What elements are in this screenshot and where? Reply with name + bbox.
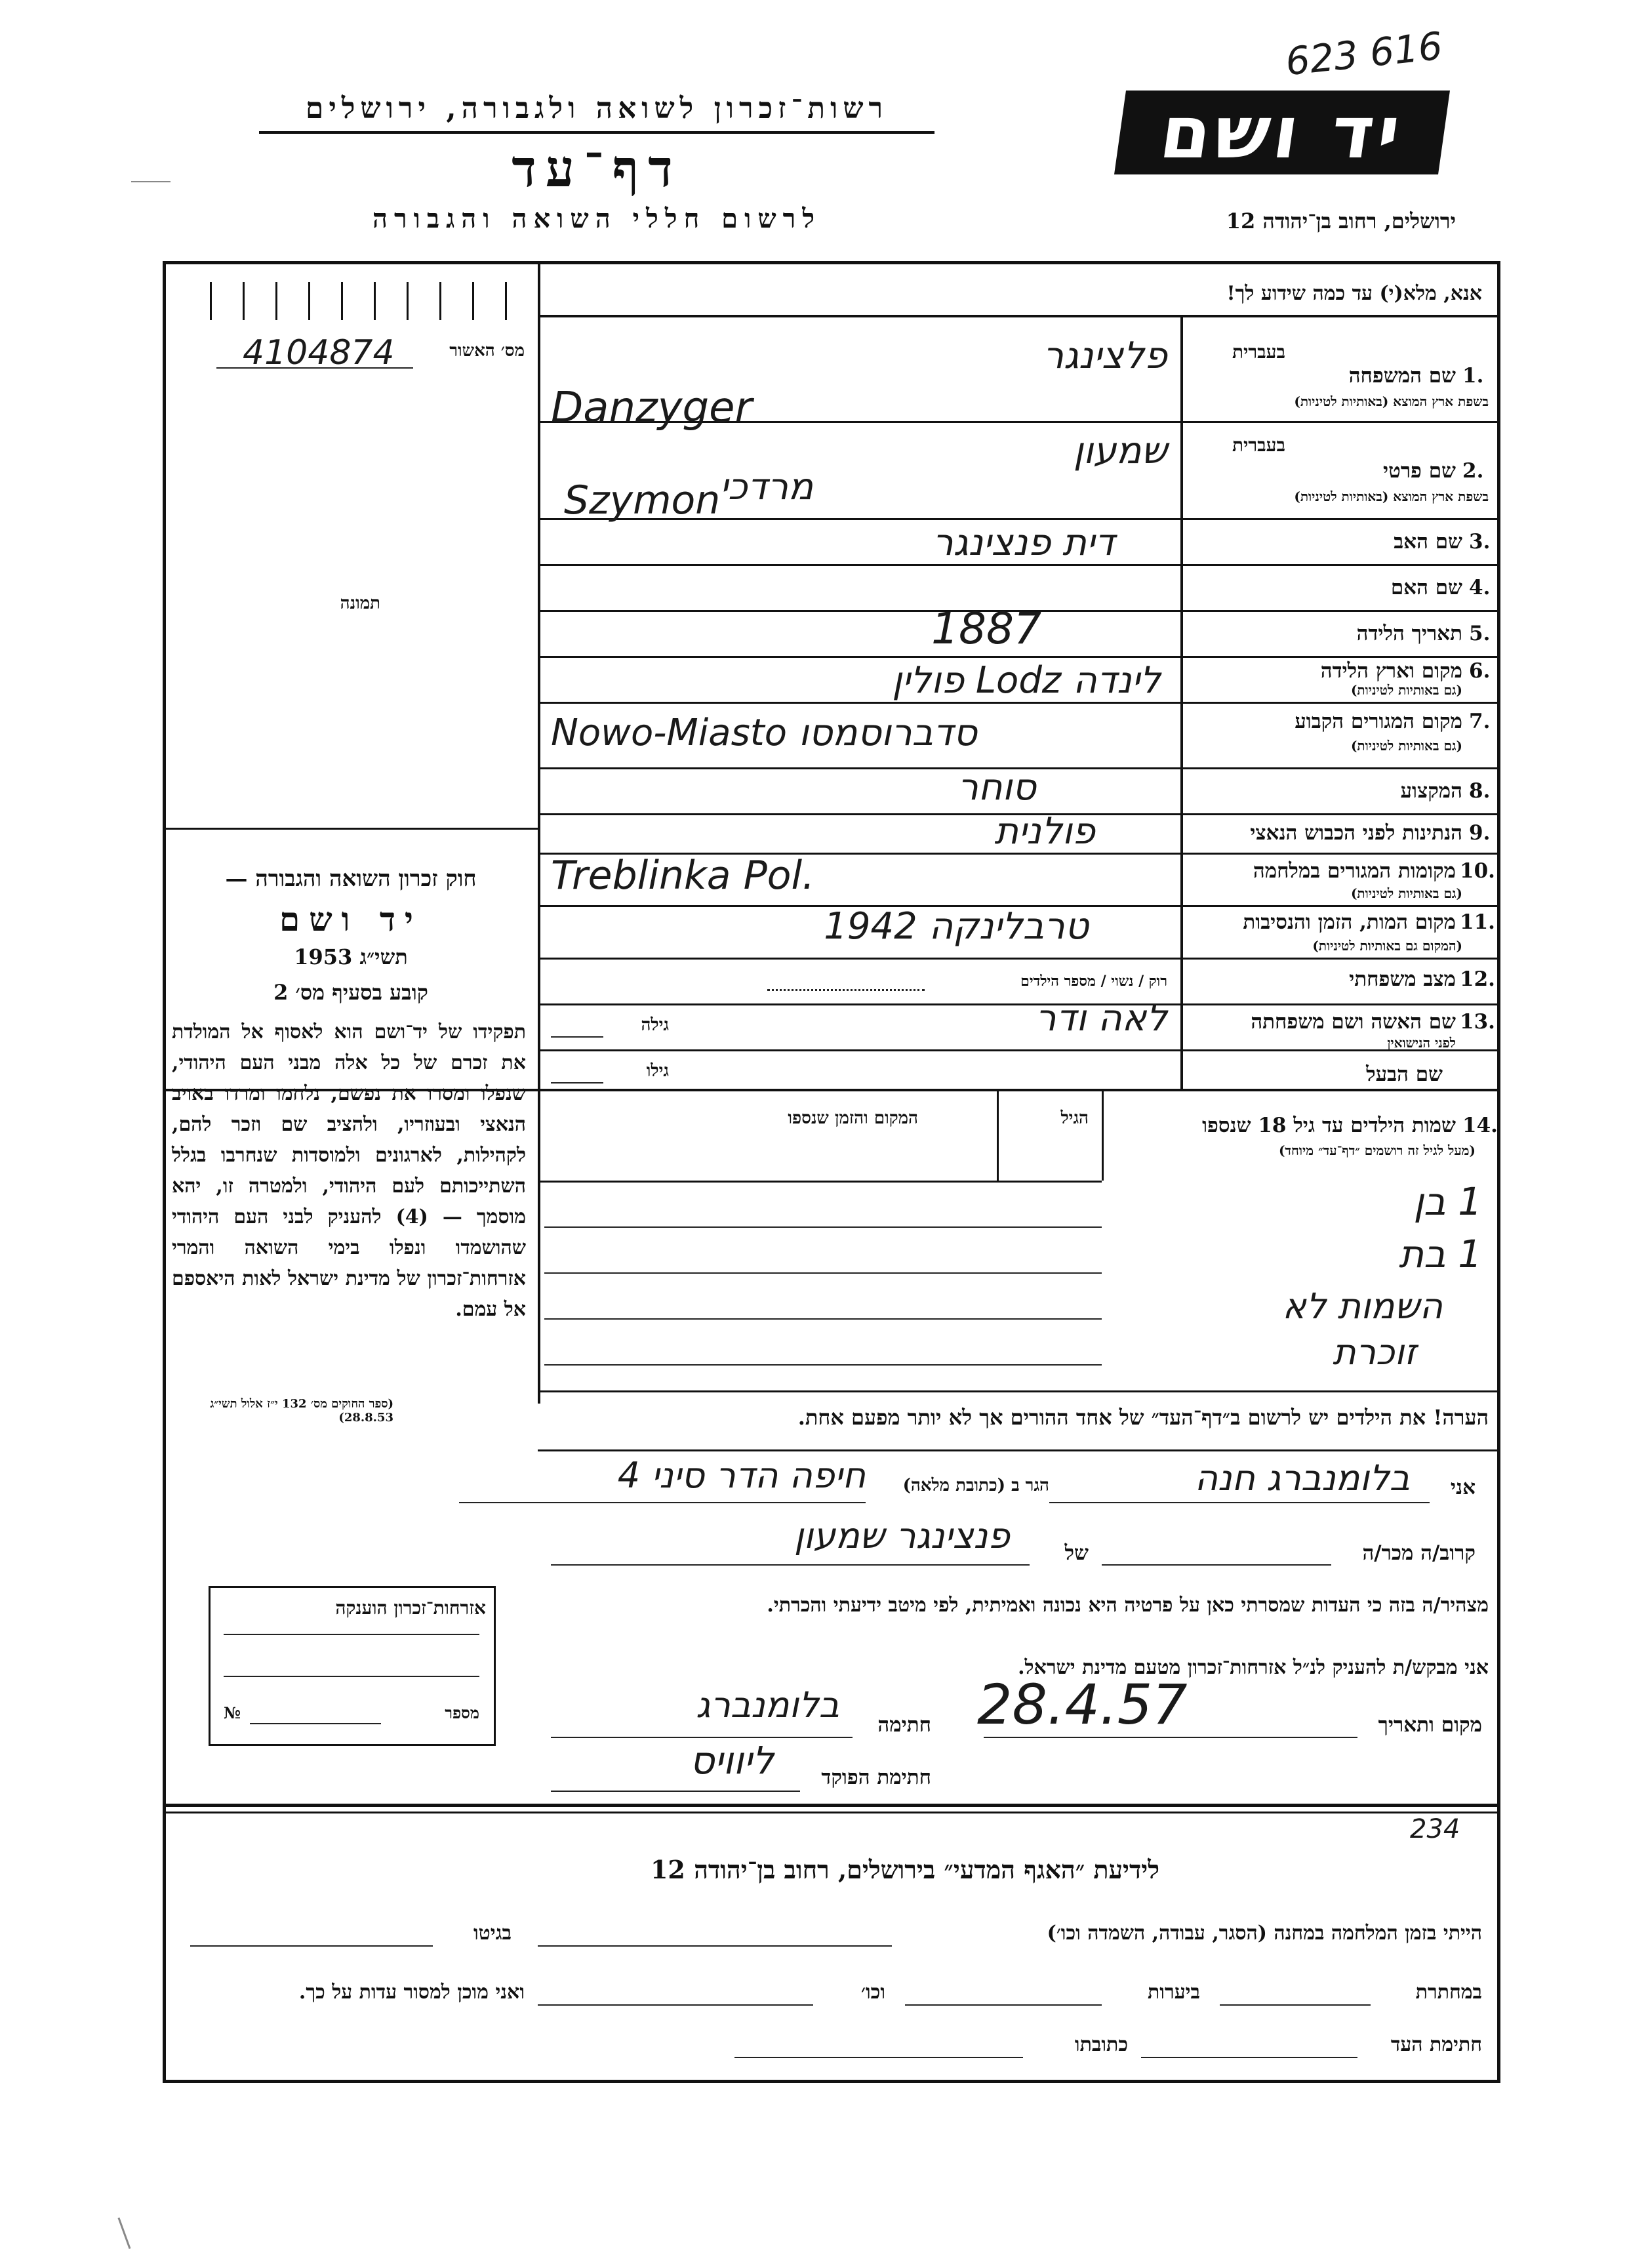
field-9-label: הנתינות לפני הכבוש הנאצי [1250, 821, 1462, 845]
field-6-label: מקום וארץ הלידה [1320, 659, 1462, 683]
child-entry-2: 1 בת [1399, 1232, 1482, 1276]
children-note: הערה! את הילדים יש לרשום ב״דף־העד״ של אחד ההורים אך לא יותר מפעם אחת. [797, 1405, 1489, 1430]
memorial-box-no-symbol: № [224, 1703, 241, 1722]
decl-ani-label: אני [1450, 1476, 1476, 1499]
authority-heading: רשות־זכרון לשואה ולגבורה, ירושלים [305, 92, 889, 125]
field-4-num: 4. [1469, 576, 1491, 599]
field-13-sub: לפני הנישואין [1387, 1035, 1456, 1051]
decl-officer-value: ליוויס [689, 1738, 774, 1783]
field-1-sub: בשפת ארץ המוצא (באותיות לטיניות) [1294, 394, 1489, 409]
memorial-box [209, 1586, 496, 1746]
field-7-sub: (גם באותיות לטיניות) [1350, 738, 1462, 754]
field-1-hebrew-value: פלצינגר [1043, 334, 1167, 377]
decl-signature-label: חתימה [877, 1713, 931, 1737]
footer-underground: במחתרת [1415, 1981, 1482, 2004]
law-name: יד ושם [279, 900, 422, 939]
page-subtitle: לרשום חללי השואה והגבורה [372, 203, 822, 234]
field-5-value: 1887 [931, 603, 1041, 654]
field-5-num: 5. [1469, 622, 1491, 645]
husband-age-label: גילו [646, 1061, 669, 1081]
law-year: תשי״ג 1953 [294, 944, 408, 969]
field-6-num: 6. [1469, 659, 1491, 683]
child-entry-4: זוכרת [1333, 1331, 1416, 1373]
address: ירושלים, רחוב בן־יהודה 12 [1226, 209, 1456, 233]
field-3-label: שם האב [1394, 530, 1462, 554]
field-13-value: לאה ודר [1035, 997, 1167, 1040]
field-10-label: מקומות המגורים במלחמה [1253, 859, 1456, 883]
decl-signature-value: בלומנברג [696, 1684, 839, 1726]
field-5-label: תאריך הלידה [1356, 622, 1462, 645]
footer-testify: ואני מוכן למסור עדות על כך. [298, 1981, 525, 2004]
field-8-value: סוחר [957, 766, 1036, 809]
field-13-label: שם האשה ושם משפחתה [1251, 1010, 1456, 1034]
field-13-num: 13. [1460, 1010, 1495, 1034]
field-10-num: 10. [1460, 859, 1495, 883]
children-num: 14. [1462, 1114, 1498, 1137]
field-2-latin-value: Szymon [564, 477, 721, 523]
law-source: (ספר החוקים מס׳ 132 י״ז אלול תשי״ג 28.8.53) [210, 1397, 393, 1425]
field-1-latin-value: Danzyger [551, 384, 752, 432]
law-title: חוק זכרון השואה והגבורה — [225, 866, 477, 892]
field-11-num: 11. [1460, 910, 1495, 934]
field-10-value: Treblinka Pol. [551, 853, 815, 899]
field-1-num: 1. [1462, 364, 1484, 388]
field-13-age-label: גילה [641, 1015, 669, 1035]
decl-date-value: 28.4.57 [977, 1672, 1188, 1737]
field-8-num: 8. [1469, 779, 1491, 803]
memorial-box-title: אזרחות־זכרון הוענקה [335, 1597, 486, 1619]
field-2-hebrew-tag: בעברית [1232, 434, 1285, 456]
yad-vashem-logo: יד ושם [1114, 91, 1450, 174]
field-11-sub: (המקום גם באותיות לטיניות) [1312, 938, 1462, 954]
field-7-num: 7. [1469, 710, 1491, 733]
footer-address: כתובתו [1074, 2033, 1128, 2056]
field-11-label: מקום המות, הזמן והנסיבות [1243, 910, 1456, 934]
decl-relation-label: קרוב/ה מכר/ה [1362, 1541, 1476, 1565]
field-2-num: 2. [1462, 459, 1484, 483]
field-2-label: שם פרטי [1382, 459, 1456, 483]
decl-of-label: של [1064, 1541, 1089, 1565]
decl-place-date-label: מקום ותאריך [1378, 1713, 1482, 1737]
decl-request: אני מבקש/ת להעניק לנ״ל אזרחות־זכרון מטעם מדינת ישראל. [1018, 1656, 1489, 1679]
field-1-label: שם המשפחה [1348, 364, 1456, 388]
field-12-num: 12. [1460, 967, 1495, 991]
page-title: דף־עד [512, 139, 682, 199]
decl-ani-value: בלומנברג חנה [1194, 1457, 1410, 1499]
decl-residing-value: חיפה הדר סיני 4 [617, 1455, 866, 1496]
law-body: תפקידו של יד־ושם הוא לאסוף אל המולדת את זכרם של כל אלה מבני העם היהודי, שנפלו ומסרו את נפשם, נלחמו ומרדו באויב הנאצי ובעוזריו, ולהציב שם וזכר להם, לקהילות, לארגונים ולמוסדות שנחרבו בגלל השתייכותם לעם היהודי, ולמטרה זו, יהא מוסמך — (4) להעניק לבני העם היהודי שהושמדו ונפלו בימי השואה והמרי אזרחות־זכרון של מדינת ישראל לאות היאספם אל עמם. [172, 1021, 526, 1321]
field-11-value: טרבלינקה 1942 [824, 905, 1089, 948]
field-10-sub: (גם באותיות לטיניות) [1350, 885, 1462, 901]
footer-witness-sig: חתימת העד [1390, 2033, 1482, 2056]
decl-residing-label: הגר ב (כתובת מלאה) [902, 1476, 1049, 1495]
children-col-place: המקום והזמן שנספו [788, 1108, 918, 1128]
registration-number: 4104874 [243, 333, 395, 373]
field-3-value: מרדכי [719, 466, 813, 508]
field-8-label: המקצוע [1400, 779, 1462, 803]
page-number: 234 [1410, 1814, 1460, 1844]
memorial-box-number-label: מספר [445, 1703, 479, 1722]
decl-of-value: פנצינגר שמעון [793, 1515, 1010, 1556]
children-sub: (מעל לגיל זה רושמים ״דף־עד״ מיוחד) [1278, 1143, 1476, 1158]
field-12-label: מצב משפחתי [1349, 967, 1456, 991]
footer-forests: ביערות [1147, 1981, 1200, 2004]
decl-officer-label: חתימת הפוקד [821, 1766, 931, 1789]
registration-label: מס׳ האשור [449, 341, 525, 361]
field-4-label: שם האם [1390, 576, 1462, 599]
footer-etc: וכו׳ [861, 1981, 885, 2004]
husband-label: שם הבעל [1366, 1063, 1443, 1086]
law-section: קובע בסעיף מס׳ 2 [273, 980, 428, 1005]
field-7-value: Nowo-Miasto סדברוסמסו [551, 712, 977, 754]
child-entry-3: השמות לא [1282, 1286, 1443, 1327]
footer-title: לידיעת ״האגף המדעי״ בירושלים, רחוב בן־יהודה 12 [650, 1855, 1160, 1884]
field-2-sub: בשפת ארץ המוצא (באותיות לטיניות) [1294, 489, 1489, 504]
footer-line1: הייתי בזמן המלחמה במחנה (הסגר, עבודה, השמדה וכו׳) [1047, 1922, 1482, 1945]
field-6-value: לינדה Lodz פולין [892, 659, 1161, 702]
field-6-sub: (גם באותיות לטיניות) [1350, 682, 1462, 698]
field-4-value: דית פנצינגר [933, 521, 1115, 564]
field-1-hebrew-tag: בעברית [1232, 341, 1285, 363]
children-label: שמות הילדים עד גיל 18 שנספו [1202, 1114, 1456, 1137]
footer-ghetto: בגיטו [473, 1922, 512, 1945]
child-entry-1: 1 בן [1413, 1179, 1482, 1224]
archive-number: 623 616 [1283, 23, 1445, 85]
decl-statement: מצהיר/ה בזה כי העדות שמסרתי כאן על פרטיה היא נכונה ואמיתית, לפי מיטב ידיעתי והכרתי. [767, 1594, 1489, 1617]
field-2-hebrew-value: שמעון [1073, 430, 1167, 472]
field-7-label: מקום המגורים הקבוע [1295, 710, 1462, 733]
field-9-value: פולנית [994, 810, 1095, 853]
scan-speck [131, 181, 171, 182]
field-9-num: 9. [1469, 821, 1491, 845]
photo-label: תמונה [340, 594, 380, 613]
form-intro: אנא, מלא(י) עד כמה שידוע לך! [1226, 282, 1482, 305]
scan-speck [118, 2217, 131, 2249]
field-3-num: 3. [1469, 530, 1491, 554]
children-col-age: הגיל [1060, 1108, 1089, 1128]
field-12-value: רוק / נשוי / מספר הילדים [1020, 973, 1167, 990]
